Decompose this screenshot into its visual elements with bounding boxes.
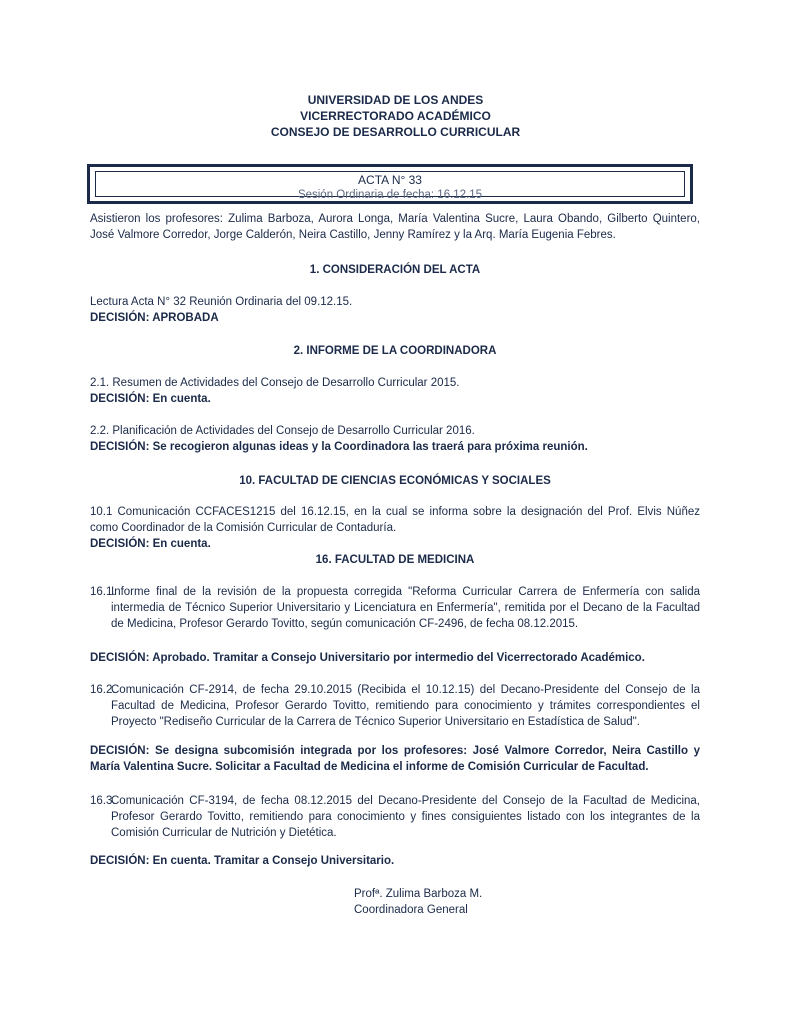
section-16-decision-3: DECISIÓN: En cuenta. Tramitar a Consejo Universitario. (90, 855, 395, 867)
section-10-text: 10.1 Comunicación CCFACES1215 del 16.12.15, en la cual se informa sobre la designación del Prof. Elvis Núñez como Coordinador de la Comisión Curricular de Contaduría. (90, 506, 700, 534)
section-2-decision-2: DECISIÓN: Se recogieron algunas ideas y la Coordinadora las traerá para próxima reunión. (90, 441, 588, 453)
item-text: Comunicación CF-3194, de fecha 08.12.2015 del Decano-Presidente del Consejo de la Facultad de Medicina, Profesor Gerardo Tovitto, remitiendo para conocimiento y fines consiguientes listado con los integrantes de la Comisión Curricular de Nutrición y Dietética. (111, 795, 700, 839)
header-vicerrectorado: VICERRECTORADO ACADÉMICO (300, 109, 491, 123)
section-16-item-2 (90, 682, 700, 730)
section-2-decision-1: DECISIÓN: En cuenta. (90, 393, 211, 405)
acta-title: ACTA N° 33 (358, 173, 422, 187)
section-1-heading: 1. CONSIDERACIÓN DEL ACTA (309, 264, 481, 276)
section-16-decision-1: DECISIÓN: Aprobado. Tramitar a Consejo Universitario por intermedio del Vicerrectorado Académico. (90, 652, 645, 664)
signature-role: Coordinadora General (354, 904, 468, 916)
item-number: 16.1. (90, 586, 116, 598)
item-number: 16.2. (90, 684, 116, 696)
section-1-decision: DECISIÓN: APROBADA (90, 312, 219, 324)
section-1-text: Lectura Acta N° 32 Reunión Ordinaria del 09.12.15. (90, 296, 353, 308)
section-2-item-2: 2.2. Planificación de Actividades del Consejo de Desarrollo Curricular 2016. (90, 425, 475, 437)
section-16-decision-2: DECISIÓN: Se designa subcomisión integrada por los profesores: José Valmore Corredor, Neira Castillo y María Valentina Sucre. Solicitar a Facultad de Medicina el informe de Comisión Curricular de Facultad. (90, 745, 700, 773)
item-number: 16.3. (90, 795, 116, 807)
acta-session-date: Sesión Ordinaria de fecha: 16.12.15 (297, 189, 483, 201)
item-text: Informe final de la revisión de la propuesta corregida "Reforma Curricular Carrera de Enfermería con salida intermedia de Técnico Superior Universitario y Licenciatura en Enfermería", remitida por el Decano de la Facultad de Medicina, Profesor Gerardo Tovitto, según comunicación CF-2496, de fecha 08.12.2015. (111, 586, 700, 630)
header-university: UNIVERSIDAD DE LOS ANDES (307, 93, 484, 107)
section-10-decision: DECISIÓN: En cuenta. (90, 538, 211, 550)
section-16-heading: 16. FACULTAD DE MEDICINA (315, 554, 475, 566)
attendees-paragraph: Asistieron los profesores: Zulima Barboza, Aurora Longa, María Valentina Sucre, Laura Obando, Gilberto Quintero, José Valmore Corredor, Jorge Calderón, Neira Castillo, Jenny Ramírez y la Arq. María Eugenia Febres. (90, 213, 700, 241)
section-2-item-1: 2.1. Resumen de Actividades del Consejo de Desarrollo Curricular 2015. (90, 377, 460, 389)
header-consejo: CONSEJO DE DESARROLLO CURRICULAR (270, 125, 521, 139)
signature-name: Profª. Zulima Barboza M. (354, 888, 483, 900)
acta-inner-frame (95, 171, 685, 201)
section-10-heading: 10. FACULTAD DE CIENCIAS ECONÓMICAS Y SOCIALES (239, 475, 551, 487)
section-2-heading: 2. INFORME DE LA COORDINADORA (293, 345, 497, 357)
acta-box (87, 164, 693, 204)
item-text: Comunicación CF-2914, de fecha 29.10.2015 (Recibida el 10.12.15) del Decano-Presidente del Consejo de la Facultad de Medicina, Profesor Gerardo Tovitto, remitiendo para conocimiento y trámites correspondientes el Proyecto "Rediseño Curricular de la Carrera de Técnico Superior Universitario en Estadística de Salud". (111, 684, 700, 728)
section-16-item-1 (90, 584, 700, 632)
section-16-item-3 (90, 793, 700, 841)
